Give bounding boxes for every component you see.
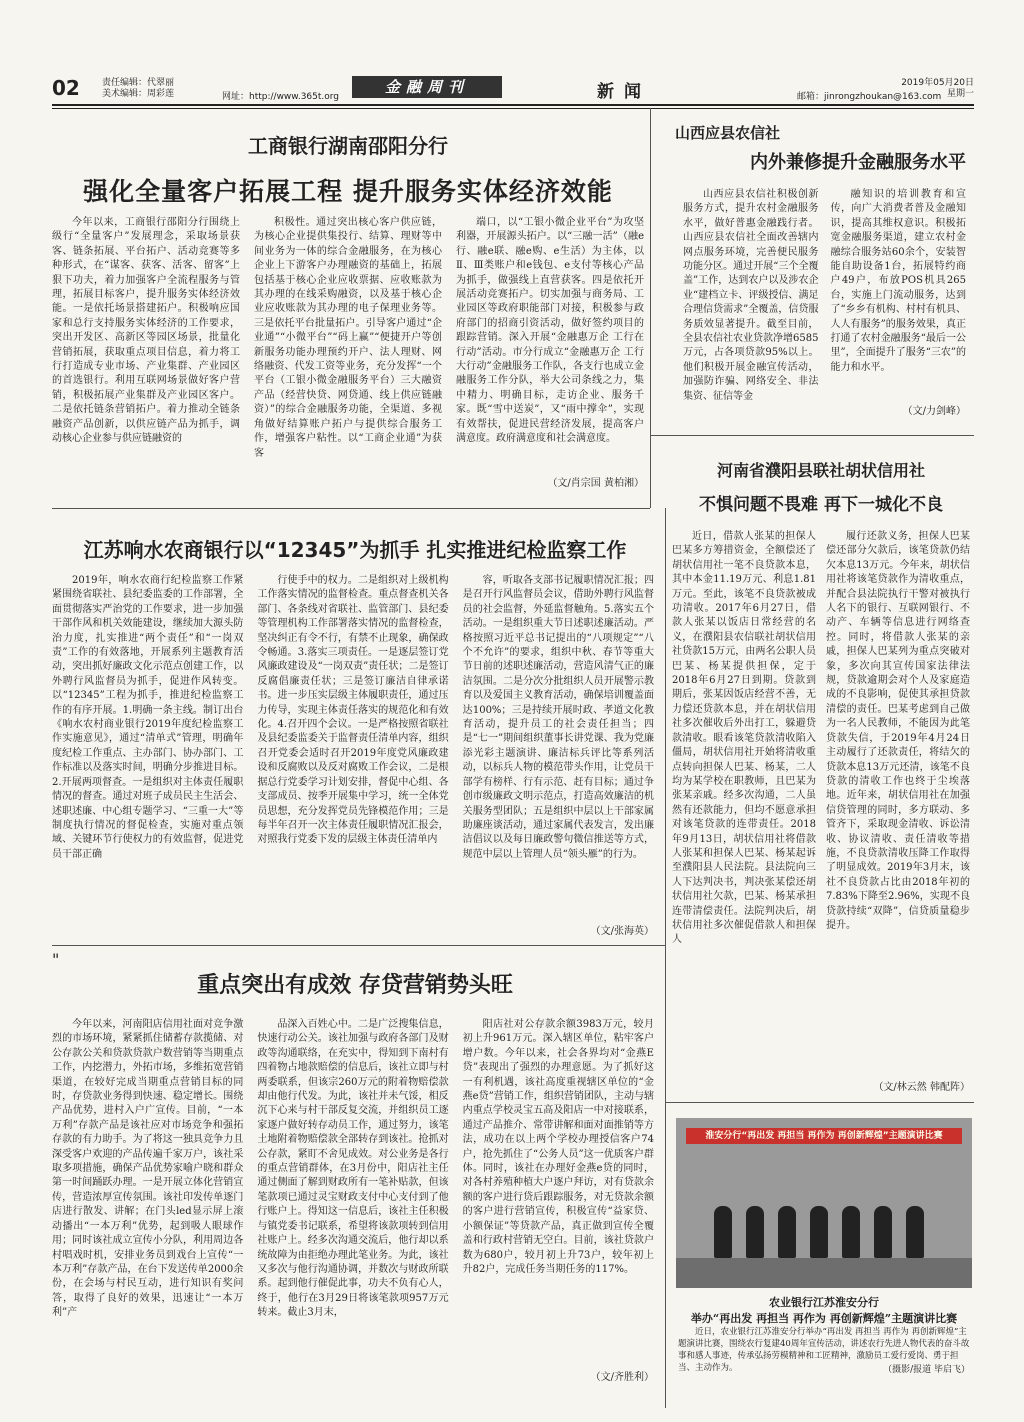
designer-name: 美术编辑：周彩莲 (102, 89, 175, 99)
article-column: 今年以来，工商银行邵阳分行围绕上级行“全量客户”发展理念，采取场景获客、链条拓展、平台拓户、活动竞赛等多种形式，在“谋客、获客、活客、留客”上狠下功夫，着力加强客户全流程服务与管理，拓展目标客户，提升服务实体经济效能。一是依托场景搭建拓户。积极响应国家和总行支持服务实体经济的工作要求，突出开发区、高新区等园区场景，批量化营销拓展，获取重点项目信息，着力将工行打造成专业市场、产业集群、产业园区的首选银行。利用互联网场景做好客户营销，积极拓展产业集群及产业园区客户。二是依托链条营销拓户。着力推动全链条融资产品创新，以供应链产品为抓手，调动核心企业参与供应链融资的 (52, 217, 240, 445)
article-title: 不惧问题不畏难 再下一城化不良 (699, 495, 943, 515)
article-column: 今年以来，河南阳店信用社面对竞争激烈的市场环境，紧紧抓住储蓄存款揽储、对公存款公关和贷款贷款户数营销等当期重点工作，内挖潜力，外拓市场，多维拓宽营销渠道，在较好完成当期重点营销目标的同时，存贷款业务得到快速、稳定增长。围绕产品优势，进村入户广宣传。目前，“一本万利”存款产品是该社应对市场竞争和强拓存款的有力助手。为了将这一独具竞争力且深受客户欢迎的产品传遍千家万户，该社采取多项措施，确保产品优势家喻户晓和群众第一时间踊跃办理。一是开展立体化营销宣传，营造浓厚宣传氛围。该社印发传单逐门店进行散发、讲解；在门头led显示屏上滚动播出“一本万利”优势，起到吸人眼球作用；同时该社成立宣传小分队，利用周边各村唱戏时机，安排业务员到戏台上宣传“一本万利”存款产品，在台下发送传单2000余份，在会场与村民互动，进行知识有奖问答，取得了良好的效果，迅速让“一本万利”产 (52, 1019, 244, 1319)
person-figure (874, 1206, 892, 1258)
article-body (52, 216, 644, 486)
article-title: 江苏响水农商银行以“12345”为抓手 扎实推进纪检监察工作 (83, 538, 627, 562)
article-title: 重点突出有成效 存贷营销势头旺 (197, 973, 513, 998)
person-figure (778, 1206, 796, 1258)
article-body (683, 188, 966, 402)
article-body (52, 574, 654, 919)
website-url[interactable]: 网址：http://www.365t.org (222, 92, 340, 102)
issue-date (901, 78, 974, 100)
contact-email[interactable]: 邮箱：jinrongzhoukan@163.com (797, 92, 942, 102)
article-puyang-huzhuang (668, 440, 974, 1098)
person-figure (906, 1206, 924, 1258)
article-kicker: 河南省濮阳县联社胡状信用社 (716, 461, 925, 480)
event-photo (676, 1118, 972, 1288)
section-name: 新闻 (597, 82, 651, 102)
article-byline: （文/肖宗国 黄柏湘） (547, 478, 644, 489)
column-divider (650, 108, 651, 508)
weekday-text: 星期一 (946, 89, 974, 99)
article-column: 容，听取各支部书记履职情况汇报；四是召开行风监督员会议，借助外聘行风监督员的社会监督，外延监督触角。5.落实五个活动。一是组织重大节日述职述廉活动。严格按照习近平总书记提出的“八项规定”“八个不允许”的要求，组织中秋、春节等重大节日前的述职述廉活动，营造风清气正的廉洁氛围。二是分次分批组织人员开展警示教育以及爱国主义教育活动，确保培训覆盖面达100%；三是持续开展时政、孝道文化教育活动，提升员工的社会责任担当；四是“七一”期间组织董事长讲党课、我为党廉添光彩主题演讲、廉洁标兵评比等系列活动，以标兵人物的模范带头作用，让党员干部学有榜样、行有示范、赶有目标；通过争创市级廉政文明示范点，打造高效廉洁的机关服务型团队；五是组织中层以上干部家属助廉座谈活动，通过家属代表发言，发出廉洁倡议以及每日廉政警句微信推送等方式，规范中层以上管理人员“领头雁”的行为。 (462, 575, 654, 860)
article-byline: （文/力剑峰） (902, 406, 966, 417)
caption-org: 农业银行江苏淮安分行 (769, 1296, 879, 1309)
article-column: 近日，借款人张某的担保人巴某多方筹措资金，全额偿还了胡状信用社一笔不良贷款本息，其中本金11.19万元、利息1.81万元。至此，该笔不良贷款被成功清收。2017年6月27日，借款人张某以饭店日常经营的名义，在濮阳县农信联社胡状信用社贷款15万元，由两名公职人员巴某、杨某提供担保，定于2018年6月27日到期。贷款到期后，张某因饭店经营不善，无力偿还贷款本息，并在胡状信用社多次催收后外出打工，躲避贷款清收。眼看该笔贷款清收陷入僵局，胡状信用社开始将清收重点转向担保人巴某、杨某，二人均为某学校在职教师，且巴某为张某亲戚。经多次沟通，二人虽然有还款能力，但均不愿意承担对该笔贷款的连带责任。2018年9月13日，胡状信用社将借款人张某和担保人巴某、杨某起诉至濮阳县人民法院。县法院向三人下达判决书，判决张某偿还胡状信用社欠款，巴某、杨某承担连带清偿责任。法院判决后，胡状信用社多次催促借款人和担保人 (672, 531, 816, 946)
article-divider (650, 435, 974, 436)
article-title: 强化全量客户拓展工程 提升服务实体经济效能 (83, 177, 613, 206)
column-divider (665, 508, 666, 1408)
article-xiangshui-bank (52, 512, 658, 942)
article-byline: （文/林云然 韩配阵） (873, 1082, 970, 1093)
photo-floor (676, 1258, 972, 1288)
person-figure (746, 1206, 764, 1258)
article-divider (665, 1102, 974, 1103)
article-byline: （文/张海英） (590, 926, 654, 937)
article-column: 端口，以“工银小微企业平台”为攻坚利器，开展源头拓户。以“三融一活”（融e行、融e联、融e购、e生活）为主体，以Ⅱ、Ⅲ类账户和e钱包、e支付等核心产品为抓手，做强线上直营获客。四是依托开展活动竞赛拓户。切实加强与商务局、工业园区等政府职能部门对接，积极参与政府部门的招商引资活动，做好签约项目的跟踪营销。深入开展“金融惠万企 工行在行动”活动。市分行成立“金融惠万企 工行大行动”金融服务工作队，各支行也成立金融服务工作分队，举大公司条线之力，集中精力、明确目标，走访企业、服务千家。既“雪中送炭”，又“雨中撑伞”，实现有效帮扶，促进民营经济发展，提高客户满意度。政府满意度和社会满意度。 (456, 217, 644, 445)
article-column: 2019年，响水农商行纪检监察工作紧紧围绕省联社、县纪委监委的工作部署，全面贯彻落实严治党的工作要求，进一步加强干部作风和机关效能建设，继续加大源头防治力度，扎实推进“两个责任”和“一岗双责”工作的有效落地，开展系列主题教育活动，突出抓好廉政文化示范点创建工作，以外聘行风监督员为抓手，促进作风转变。以“12345”工程为抓手，推进纪检监察工作的有序开展。1.明确一条主线。制订出台《响水农村商业银行2019年度纪检监察工作实施意见》，通过“清单式”管理，明确年度纪检工作重点、主办部门、协办部门、工作标准以及落实时间，明确分步推进目标。2.开展两项督查。一是组织对主体责任履职情况的督查。通过对班子成员民主生活会、述职述廉、中心组专题学习、“三重一大”等制度执行情况的督促检查，实施对重点领域、关键环节行使权力的有效监督，促进党员干部正确 (52, 575, 244, 860)
article-column: 积极性。通过突出核心客户供应链，为核心企业提供集投行、结算、理财等中间业务为一体的综合金融服务，在为核心企业上下游客户办理融资的基础上，拓展包括基于核心企业应收票据、应收账款为其办理的在线采购融资，以及基于核心企业应收账款为其办理的电子保理业务等。三是依托平台批量拓户。引导客户通过“企业通”“小微平台”“码上赢”“便捷开户等创新服务功能办理预约开户、法人理财、网络融资、代发工资等业务，充分发挥“一个平台（工银小微金融服务平台）三大融资产品（经营快贷、网贷通、线上供应链融资）”的综合金融服务功能，全渠道、多视角做好结算账户拓户与提供综合服务工作，增强客户粘性。以“工商企业通”为获客 (254, 217, 442, 459)
article-byline: （文/齐胜利） (590, 1372, 654, 1383)
article-kicker: 山西应县农信社 (675, 124, 781, 142)
editor-name: 责任编辑：代翠丽 (102, 78, 175, 88)
page-number: 02 (52, 76, 80, 100)
article-icbc-shaoyang (52, 108, 644, 504)
article-column: 品深入百姓心中。二是广泛搜集信息，快速行动公关。该社加强与政府各部门及财政等沟通联络，在充实中，得知到下南村有四着物占地款赔偿的信息后，该社立即与村两委联系，但该宗260万元的附着物赔偿款却由他行代发。为此，该社并未气馁，相反沉下心来与村干部反复交流，并组织员工逐家逐户做好转存动员工作，通过努力，该笔土地附着物赔偿款全部转存到该社。抢抓对公存款，紧盯不舍见成效。对公业务是各行的重点营销群体，在3月份中，阳店社主任通过侧面了解到财政所有一笔补贴款，但该笔款项已通过灵宝财政支付中心支付到了他行账户上。得知这一信息后，该社主任积极与镇党委书记联系，希望将该款项转到信用社账户上。经多次沟通交流后，他行却以系统故障为由拒绝办理此笔业务。为此，该社又多次与他行沟通协调，并数次与财政所联系。起到他行催促此事，功夫不负有心人，终于，他行在3月29日将该笔款项957万元转来。截止3月末， (257, 1019, 449, 1319)
article-yangdian-rcc: 重点突出有成效 存贷营销势头旺 " 今年以来，河南阳店信用社面对竞争激烈的市场环境，紧紧抓住储蓄存款揽储、对公存款公关和贷款贷款户数营销等当期重点工作，内挖潜力，外拓市场，多维拓宽营销渠道，在较好完成当期重点营销目标的同时，存贷款业务得到快速、稳定增长。围绕产品优势，进村入户广宣传。目前，“一本万利”存款产品是该社应对市场竞争和强拓存款的有力助手。为了将这一独具竞争力且深受客户欢迎的产品传遍千家万户，该社采取多项措施，确保产品优势家喻户晓和群众第一时间踊跃办理。一是开展立体化营销宣传，营造浓厚宣传氛围。该社印发传单逐门店进行散发、讲解；在门头led显示屏上滚动播出“一本万利”优势，起到吸人眼球作用；同时该社成立宣传小分队，利用周边各村唱戏时机，安排业务员到戏台上宣传“一本万利”存款产品，在台下发送传单2000余份，在会场与村民互动，进行知识有奖问答，取得了良好的效果，迅速让“一本万利”产 品深入百姓心中。二是广泛搜集信息，快速行动公关。该社加强与政府各部门及财政等沟通联络，在充实中，得知到下南村有四着物占地款赔偿的信息后，该社立即与村两委联系，但该宗260万元的附着物赔偿款却由他行代发。为此，该社并未气馁，相反沉下心来与村干部反复交流，并组织员工逐家逐户做好转存动员工作，通过努力，该笔土地附着物赔偿款全部转存到该社。抢抓对公存款，紧盯不舍见成效。对公业务是各行的重点营销群体，在3月份中，阳店社主任通过侧面了解到财政所有一笔补贴款，但该笔款项已通过灵宝财政支付中心支付到了他行账户上。得知这一信息后，该社主任积极与镇党委书记联系，希望将该款项转到信用社账户上。经多次沟通交流后，他行却以系统故障为由拒绝办理此笔业务。为此，该社又多次与他行沟通协调，并数次与财政所联系。起到他行催促此事，功夫不负有心人，终于，他行在3月29日将该笔款项957万元转来。截止3月末， 阳店社对公存款余额3983万元，较月初上升961万元。深入辖区单位，粘牢客户增户数。今年以来，社会各界均对“金燕E贷”表现出了强烈的办理意愿。为了抓好这一有利机遇，该社高度重视辖区单位的“金燕e贷”营销工作，组织营销团队，主动与辖内重点学校灵宝五高及阳店一中对接联系，通过产品推介、常带讲解和面对面推销等方法，成功在以上两个学校办理授信客户74户，抢先抓住了“公务人员”这一优质客户群体。同时，该社在办理好金燕e贷的同时，对各村养殖种植大户逐户拜访，对有贷款余额的客户进行贷后跟踪服务，对无贷款余额的客户进行营销宣传，积极宣传“益家贷、小额保证”等贷款产品，真正做到宣传全覆盖和行政村营销无空白。目前，该社贷款户数为680户，较月初上升73户，较年初上升82户，完成任务当期任务的117%。 （文/齐胜利） (52, 950, 658, 1390)
photo-news-abc-huaian (676, 1108, 972, 1376)
caption-title: 举办“再出发 再担当 再作为 再创新辉煌”主题演讲比赛 (690, 1312, 958, 1325)
date-text: 2019年05月20日 (901, 78, 974, 88)
page-header (52, 76, 974, 102)
article-title: 内外兼修提升金融服务水平 (750, 152, 966, 173)
photo-banner: 淮安分行“再出发 再担当 再作为 再创新辉煌”主题演讲比赛 (686, 1128, 962, 1144)
article-body (52, 1018, 654, 1363)
article-divider (52, 508, 650, 509)
article-column: 山西应县农信社积极创新服务方式，提升农村金融服务水平，做好普惠金融践行者。山西应县农信社全面改善辖内网点服务环境，完善便民服务功能分区。通过开展“三个全覆盖”工作，达到农户以及涉农企业“建档立卡、评级授信、满足合理信贷需求”全覆盖，信贷服务质效显著提升。截至目前，全县农信社农业贷款净增6585万元，占各项贷款95%以上。他们积极开展金融宣传活动，加强防诈骗、网络安全、非法集资、征信等金 (683, 189, 819, 402)
article-body (672, 530, 970, 1070)
article-column: 融知识的培训教育和宣传，向广大消费者普及金融知识，提高其维权意识。积极拓宽金融服务渠道，建立农村金融综合服务站60余个，安装智能自助设备1台，拓展特约商户49户，布放POS机具265台，实施上门流动服务，达到了“乡乡有机构、村村有机具、人人有服务”的服务效果，真正打通了农村金融服务“最后一公里”，全面提升了服务“三农”的能力和水平。 (830, 189, 966, 373)
person-figure (842, 1206, 860, 1258)
article-kicker: 工商银行湖南邵阳分行 (248, 134, 448, 158)
article-yingxian-rcc (655, 116, 970, 432)
paper-logo: 金融周刊 (352, 76, 502, 98)
person-figure (714, 1206, 732, 1258)
article-divider (52, 945, 665, 946)
editor-credits (102, 78, 174, 100)
person-figure (810, 1206, 828, 1258)
caption-body: 近日，农业银行江苏淮安分行举办“再出发 再担当 再作为 再创新辉煌”主题演讲比赛，围绕农行复建40周年宣传活动，讲述农行先进人物代表的奋斗故事和感人事迹，传承弘扬劳模精神和工匠精神，激励员工爱行爱岗、勇于担当、主动作为。 (678, 1327, 970, 1373)
article-column: 行使手中的权力。二是组织对上级机构工作落实情况的监督检查。重点督查机关各部门、各条线对省联社、监管部门、县纪委等管理机构工作部署落实情况的监督检查，坚决纠正有令不行，有禁不止现象，确保政令畅通。3.落实三项责任。一是逐层签订党风廉政建设及“一岗双责”责任状；二是签订反腐倡廉责任状；三是签订廉洁自律承诺书。进一步压实层级主体履职责任，通过压力传导，实现主体责任落实的规范化和有效化。4.召开四个会议。一是严格按照省联社及县纪委监委关于监督责任清单内容，组织召开党委会适时召开2019年度党风廉政建设和反腐败以及反对腐败工作会议，二是根据总行党委学习计划安排，督促中心组、各支部成员、按季开展集中学习，统一全体党员思想，充分发挥党员先锋模范作用；三是每半年召开一次主体责任履职情况汇报会，对照我行党委下发的层级主体责任清单内 (257, 575, 449, 846)
article-column: 履行还款义务，担保人巴某偿还部分欠款后，该笔贷款仍结欠本息13万元。今年来，胡状信用社将该笔贷款作为清收重点，并配合县法院执行干警对被执行人名下的银行、互联网银行、不动产、车辆等信息进行网络查控。同时，将借款人张某的亲戚，担保人巴某列为重点突破对象，多次向其宣传国家法律法规，贷款逾期会对个人及家庭造成的不良影响，促使其承担贷款清偿的责任。巴某考虑到自己做为一名人民教师，不能因为此笔贷款失信，于2019年4月24日主动履行了还款责任，将结欠的贷款本息13万元还清，该笔不良贷款的清收工作也终于尘埃落地。近年来，胡状信用社在加强信贷管理的同时，多方联动、多管齐下，采取现金清收、诉讼清收、协议清收、责任清收等措施，不良贷款清收压降工作取得了明显成效。2019年3月末，该社不良贷款占比由2018年初的7.83%下降至2.96%，实现不良贷款持续“双降”，信贷质量稳步提升。 (826, 531, 970, 931)
article-column: 阳店社对公存款余额3983万元，较月初上升961万元。深入辖区单位，粘牢客户增户数。今年以来，社会各界均对“金燕E贷”表现出了强烈的办理意愿。为了抓好这一有利机遇，该社高度重视辖区单位的“金燕e贷”营销工作，组织营销团队，主动与辖内重点学校灵宝五高及阳店一中对接联系，通过产品推介、常带讲解和面对面推销等方法，成功在以上两个学校办理授信客户74户，抢先抓住了“公务人员”这一优质客户群体。同时，该社在办理好金燕e贷的同时，对各村养殖种植大户逐户拜访，对有贷款余额的客户进行贷后跟踪服务，对无贷款余额的客户进行营销宣传，积极宣传“益家贷、小额保证”等贷款产品，真正做到宣传全覆盖和行政村营销无空白。目前，该社贷款户数为680户，较月初上升73户，较年初上升82户，完成任务当期任务的117%。 (462, 1019, 654, 1275)
caption-byline: （摄影/报道 毕启飞） (883, 1365, 970, 1375)
